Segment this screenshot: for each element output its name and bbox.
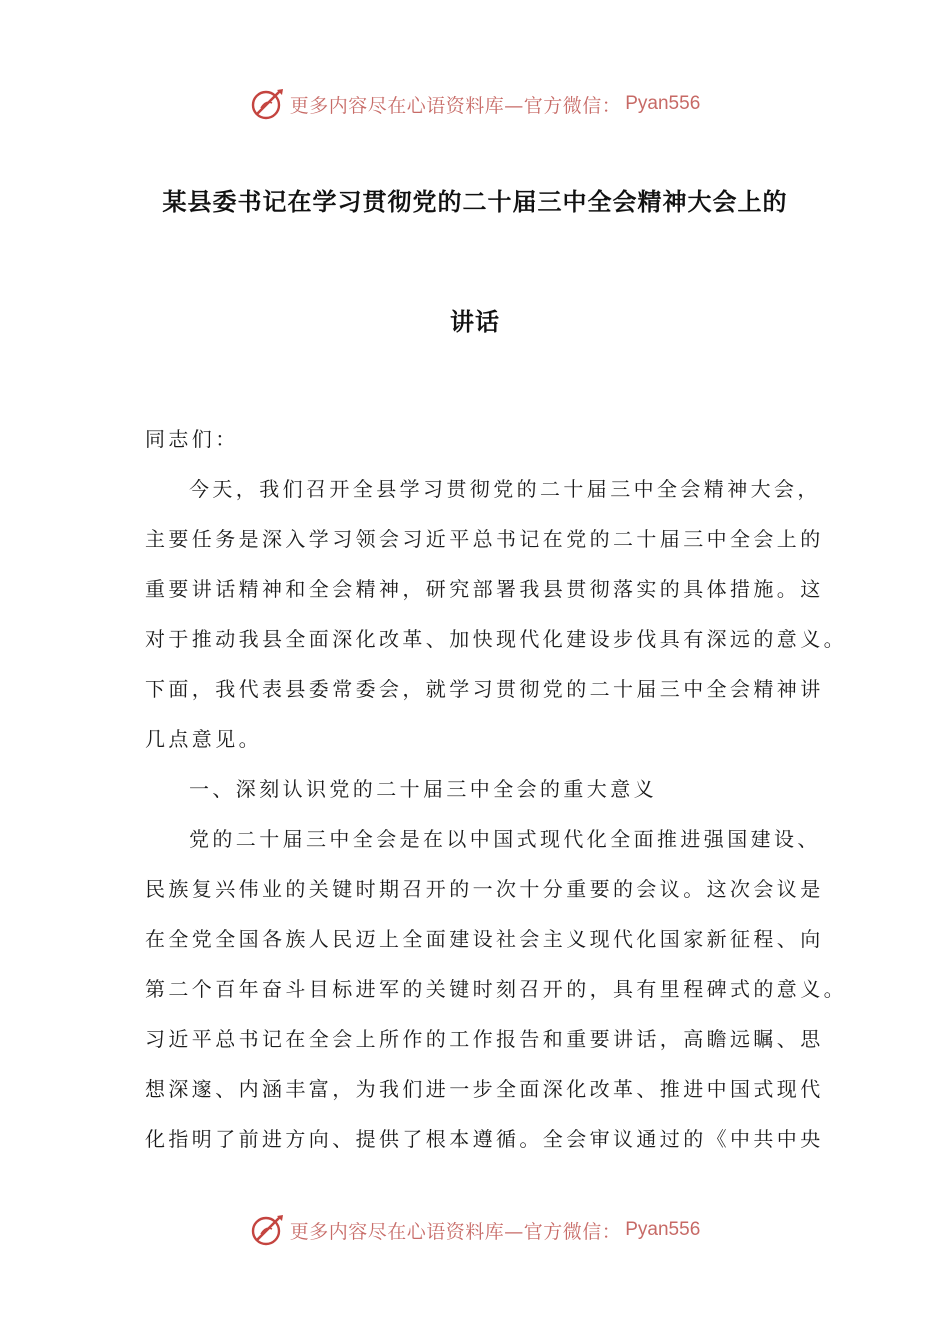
paragraph-line: 对于推动我县全面深化改革、加快现代化建设步伐具有深远的意义。 <box>145 627 847 651</box>
paragraph-line: 民族复兴伟业的关键时期召开的一次十分重要的会议。这次会议是 <box>145 877 824 901</box>
header-watermark <box>0 82 950 126</box>
section-heading: 一、深刻认识党的二十届三中全会的重大意义 <box>189 777 657 801</box>
pen-logo-icon <box>250 86 286 122</box>
watermark-text: 更多内容尽在心语资料库—官方微信： <box>289 1220 622 1243</box>
paragraph-line: 今天，我们召开全县学习贯彻党的二十届三中全会精神大会， <box>189 477 821 501</box>
watermark-wechat-id: Pyan556 <box>625 1219 701 1240</box>
paragraph-line: 化指明了前进方向、提供了根本遵循。全会审议通过的《中共中央 <box>145 1127 824 1151</box>
paragraph-line: 想深邃、内涵丰富，为我们进一步全面深化改革、推进中国式现代 <box>145 1077 824 1101</box>
document-title-line-1: 某县委书记在学习贯彻党的二十届三中全会精神大会上的 <box>162 188 788 216</box>
footer-watermark <box>0 1208 950 1252</box>
document-title-line-2: 讲话 <box>450 308 500 336</box>
pen-logo-icon <box>250 1212 286 1248</box>
salutation: 同志们： <box>145 427 239 451</box>
paragraph-line: 几点意见。 <box>145 727 262 751</box>
paragraph-line: 下面，我代表县委常委会，就学习贯彻党的二十届三中全会精神讲 <box>145 677 824 701</box>
watermark-wechat-id: Pyan556 <box>625 93 701 114</box>
document-body <box>145 414 847 1164</box>
paragraph-line: 第二个百年奋斗目标进军的关键时刻召开的，具有里程碑式的意义。 <box>145 977 847 1001</box>
paragraph-line: 在全党全国各族人民迈上全面建设社会主义现代化国家新征程、向 <box>145 927 824 951</box>
paragraph-line: 重要讲话精神和全会精神，研究部署我县贯彻落实的具体措施。这 <box>145 577 824 601</box>
watermark-text: 更多内容尽在心语资料库—官方微信： <box>289 94 622 117</box>
paragraph-line: 习近平总书记在全会上所作的工作报告和重要讲话，高瞻远瞩、思 <box>145 1027 824 1051</box>
paragraph-line: 党的二十届三中全会是在以中国式现代化全面推进强国建设、 <box>189 827 821 851</box>
paragraph-line: 主要任务是深入学习领会习近平总书记在党的二十届三中全会上的 <box>145 527 824 551</box>
